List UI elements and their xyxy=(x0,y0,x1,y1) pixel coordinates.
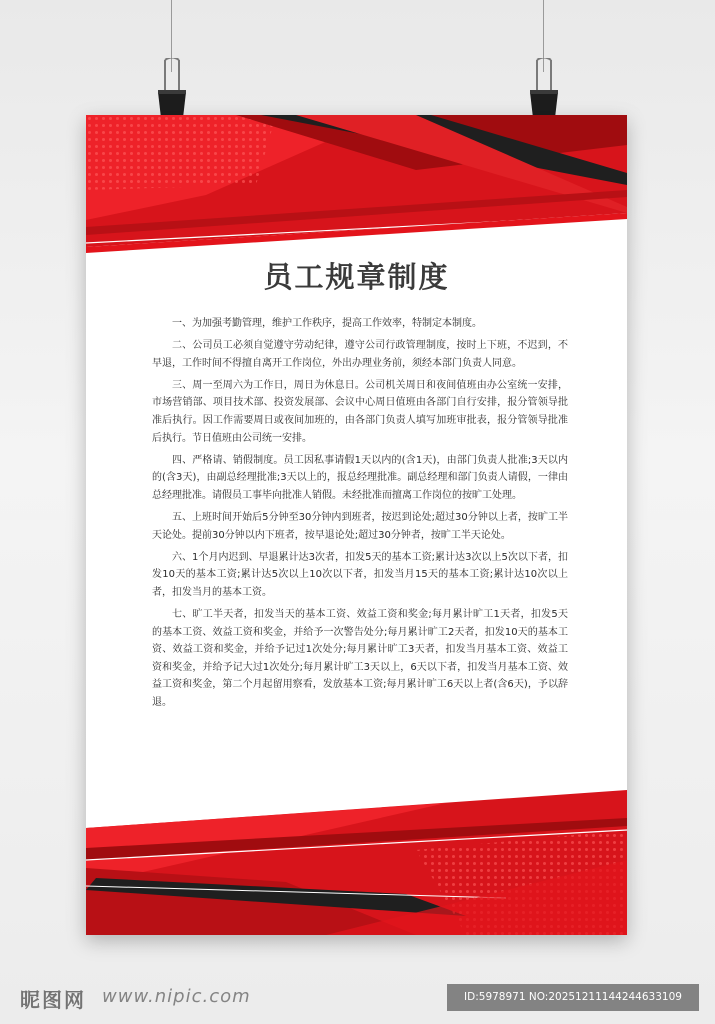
regulation-item-7: 七、旷工半天者，扣发当天的基本工资、效益工资和奖金;每月累计旷工1天者，扣发5天的基本工资、效益工资和奖金，并给予一次警告处分;每月累计旷工2天者，扣发10天的基本工资、效益工资和奖金，并给予记过1次处分;每月累计旷工3天者，扣发当月基本工资、效益工资和奖金，并给予记大过1次处分;每月累计旷工3天以上，6天以下者，扣发当月基本工资、效益工资和奖金，第二个月起留用察看，发放基本工资;每月累计旷工6天以上者(含6天)，予以辞退。 xyxy=(152,608,568,708)
image-id-tag: ID:5978971 NO:20251211144244633109 xyxy=(447,984,699,1011)
regulation-item-6: 六、1个月内迟到、早退累计达3次者，扣发5天的基本工资;累计达3次以上5次以下者，扣发10天的基本工资;累计达5次以上10次以下者，扣发当月15天的基本工资;累计达10次以上者，扣发当月的基本工资。 xyxy=(152,551,568,598)
bottom-red-banner-decoration xyxy=(86,790,627,935)
regulation-item-5: 五、上班时间开始后5分钟至30分钟内到班者，按迟到论处;超过30分钟以上者，按旷工半天论处。提前30分钟以内下班者，按早退论处;超过30分钟者，按旷工半天论处。 xyxy=(152,511,568,541)
watermark-logo: 昵图网 xyxy=(20,988,86,1012)
watermark-site-url: www.nipic.com xyxy=(102,986,251,1007)
top-red-banner-decoration xyxy=(86,115,627,255)
regulations-body xyxy=(152,315,568,716)
right-binder-clip-icon xyxy=(528,58,560,120)
regulation-item-4: 四、严格请、销假制度。员工因私事请假1天以内的(含1天)，由部门负责人批准;3天以内的(含3天)，由副总经理批准;3天以上的，报总经理批准。副总经理和部门负责人请假，一律由总经理批准。请假员工事毕向批准人销假。未经批准而擅离工作岗位的按旷工处理。 xyxy=(152,454,568,501)
regulation-item-3: 三、周一至周六为工作日，周日为休息日。公司机关周日和夜间值班由办公室统一安排，市场营销部、项目技术部、投资发展部、会议中心周日值班由各部门自行安排，报分管领导批准后执行。因工作需要周日或夜间加班的，由各部门负责人填写加班审批表，报分管领导批准后执行。节日值班由公司统一安排。 xyxy=(152,379,568,444)
left-binder-clip-icon xyxy=(156,58,188,120)
regulation-item-2: 二、公司员工必须自觉遵守劳动纪律，遵守公司行政管理制度，按时上下班，不迟到，不早退，工作时间不得擅自离开工作岗位，外出办理业务前，须经本部门负责人同意。 xyxy=(152,340,568,369)
poster-title: 员工规章制度 xyxy=(263,260,450,294)
regulation-item-1: 一、为加强考勤管理，维护工作秩序，提高工作效率，特制定本制度。 xyxy=(172,318,482,329)
watermark-footer xyxy=(0,978,715,1024)
poster xyxy=(86,115,627,935)
